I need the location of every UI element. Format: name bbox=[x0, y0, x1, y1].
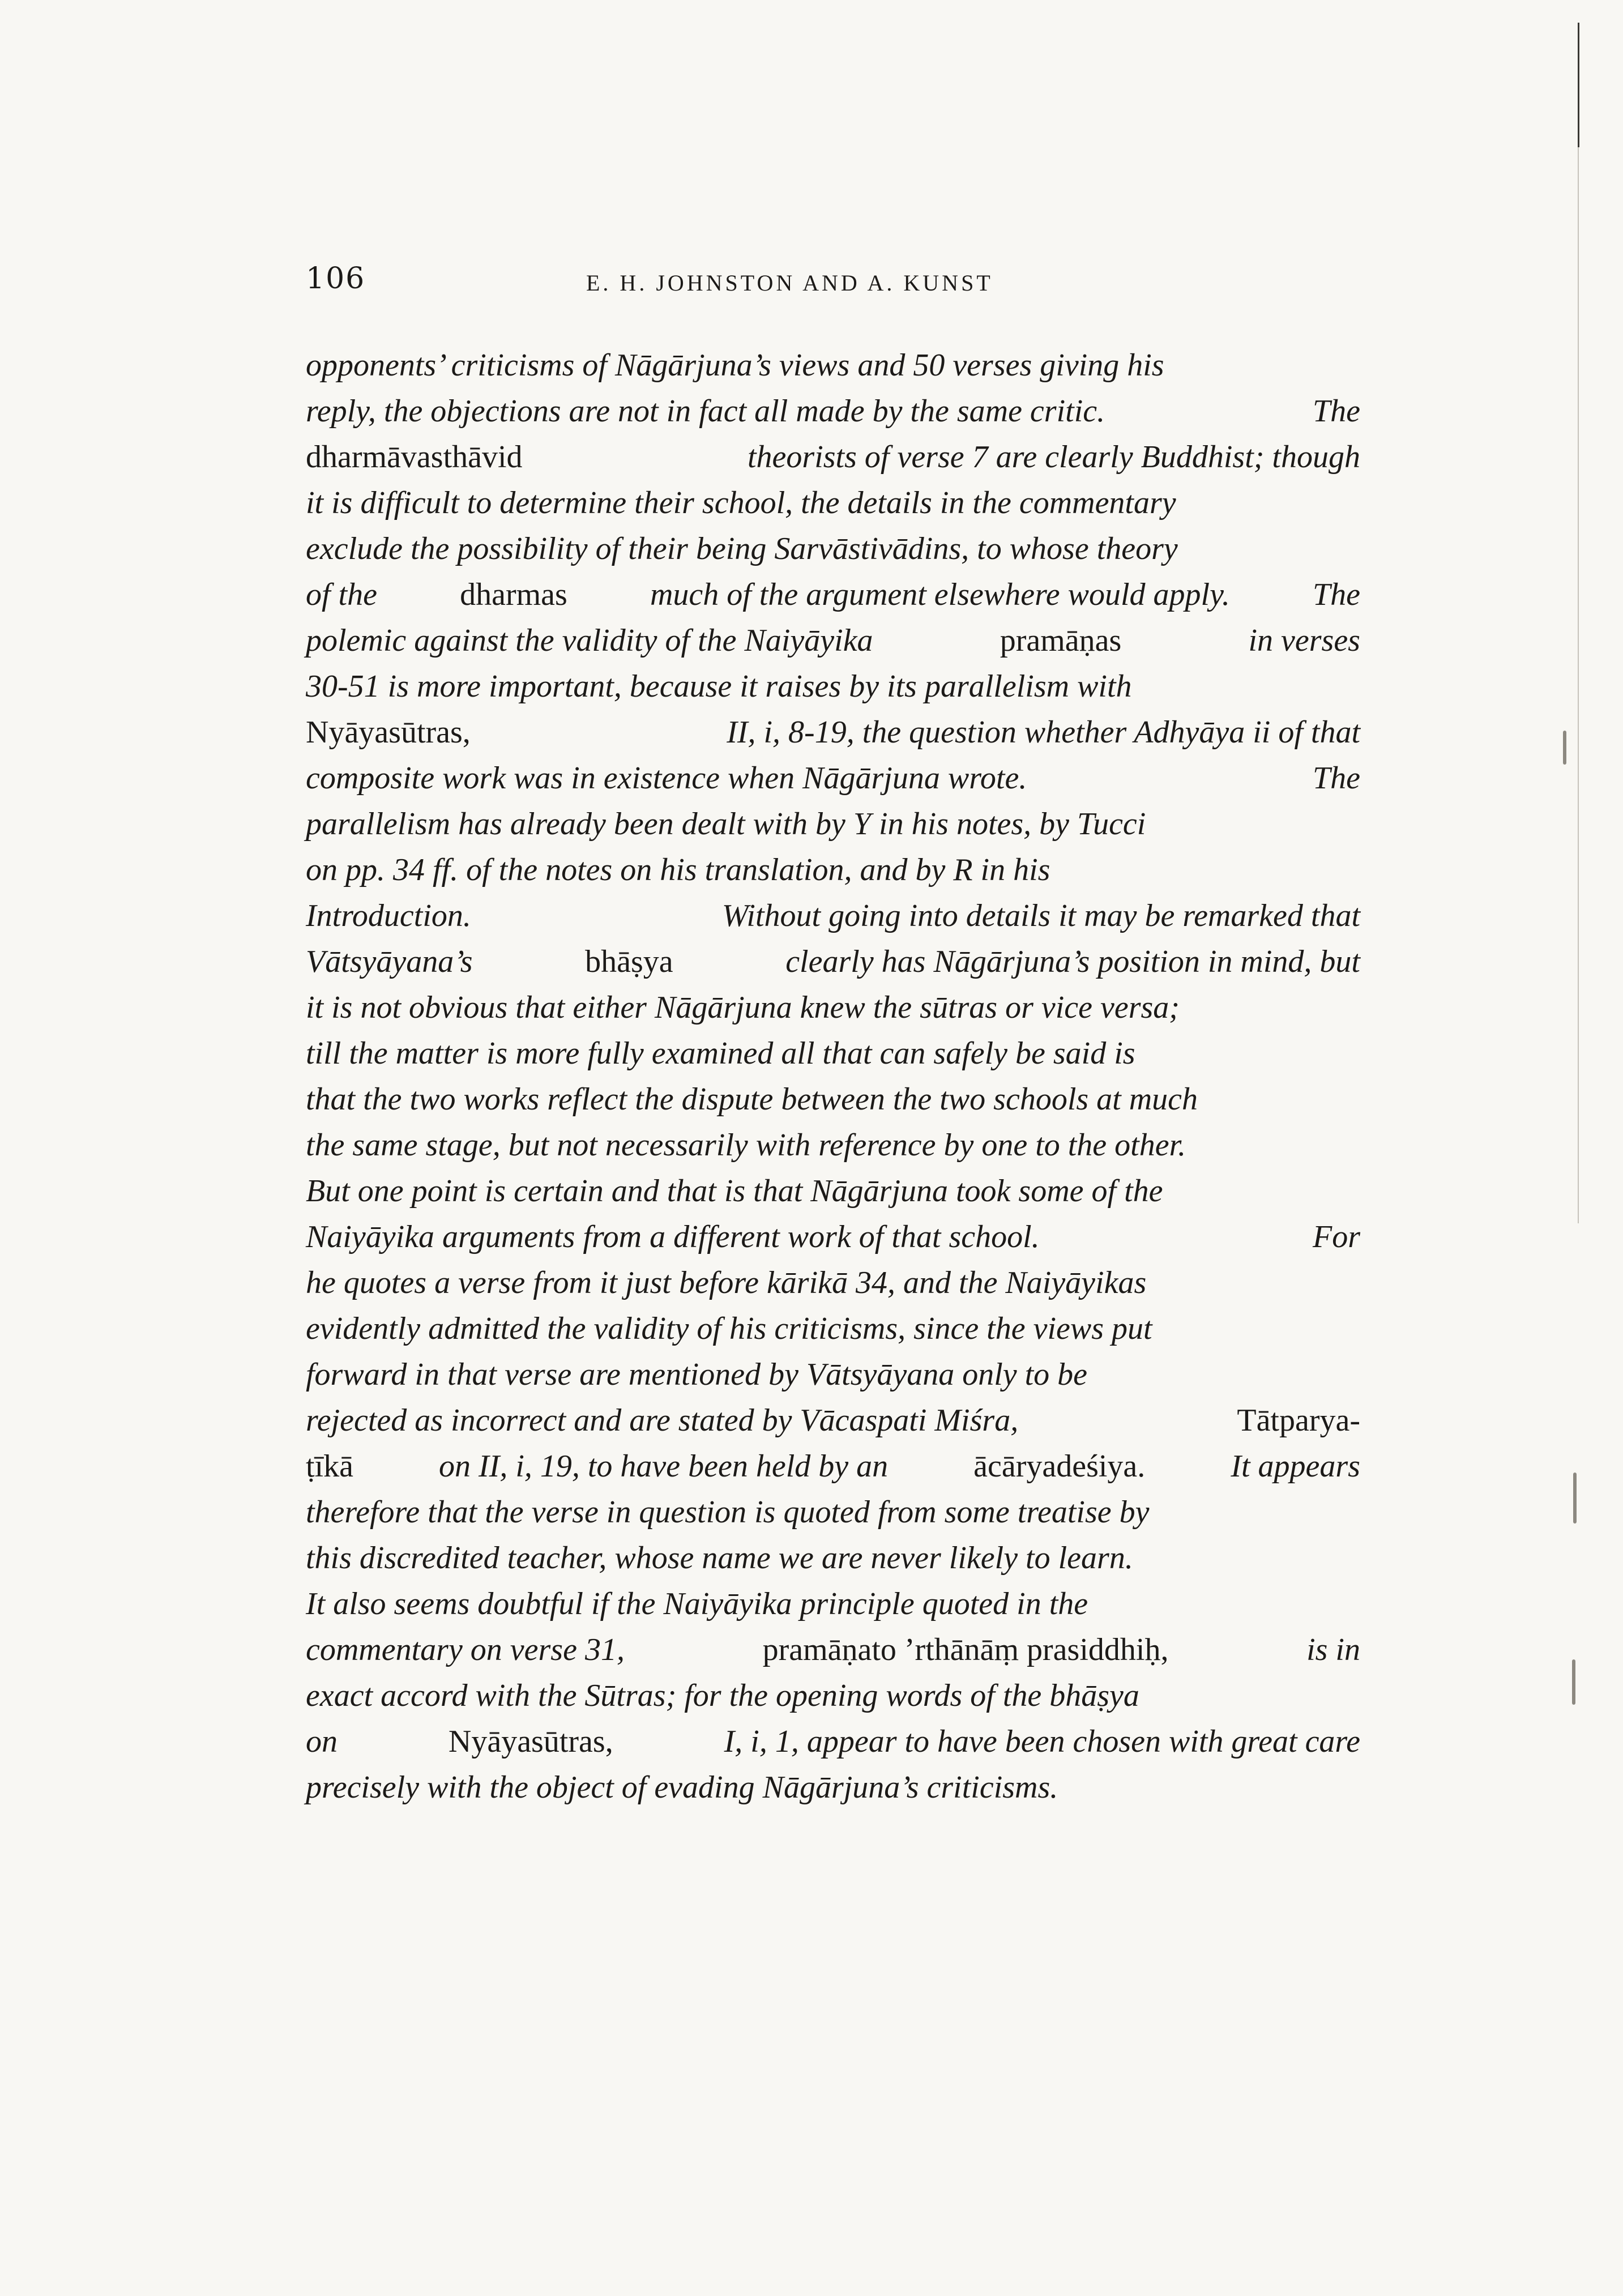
text-segment: that the two works reflect the dispute between the two schools at much bbox=[306, 1082, 1198, 1117]
text-line bbox=[306, 526, 1360, 572]
text-segment: It also seems doubtful if the Naiyāyika principle quoted in the bbox=[306, 1586, 1088, 1621]
text-segment: this discredited teacher, whose name we are never likely to learn. bbox=[306, 1540, 1133, 1576]
text-line bbox=[306, 1306, 1360, 1352]
text-segment: much of the argument elsewhere would apply. bbox=[650, 577, 1230, 612]
text-line bbox=[306, 847, 1360, 893]
text-segment: is in bbox=[1306, 1632, 1360, 1667]
text-segment: The bbox=[1313, 761, 1360, 796]
text-line bbox=[306, 1719, 1360, 1765]
text-segment: commentary on verse 31, bbox=[306, 1632, 625, 1667]
text-line bbox=[306, 343, 1360, 389]
roman-term: pramāṇato ’rthānāṃ prasiddhiḥ, bbox=[762, 1632, 1169, 1667]
text-segment: clearly has Nāgārjuna’s position in mind, but bbox=[785, 944, 1360, 979]
text-segment: till the matter is more fully examined all that can safely be said is bbox=[306, 1036, 1135, 1071]
text-segment: But one point is certain and that is that Nāgārjuna took some of the bbox=[306, 1173, 1163, 1209]
text-segment: Naiyāyika arguments from a different work of that school. bbox=[306, 1219, 1040, 1254]
page-header bbox=[306, 262, 1359, 313]
roman-term: Nyāyasūtras, bbox=[448, 1724, 613, 1759]
text-line bbox=[306, 985, 1360, 1031]
text-line bbox=[306, 1490, 1360, 1535]
text-line bbox=[306, 434, 1360, 480]
text-line bbox=[306, 756, 1360, 801]
text-segment: he quotes a verse from it just before kārikā 34, and the Naiyāyikas bbox=[306, 1265, 1147, 1300]
text-segment: on pp. 34 ff. of the notes on his translation, and by R in his bbox=[306, 852, 1050, 887]
text-segment: exact accord with the Sūtras; for the opening words of the bhāṣya bbox=[306, 1678, 1139, 1713]
text-segment: forward in that verse are mentioned by Vātsyāyana only to be bbox=[306, 1357, 1088, 1392]
page-edge-shadow bbox=[1578, 23, 1579, 147]
text-segment: The bbox=[1313, 394, 1360, 429]
text-line bbox=[306, 1398, 1360, 1444]
text-segment: it is difficult to determine their school, the details in the commentary bbox=[306, 485, 1176, 520]
text-segment: Vātsyāyana’s bbox=[306, 944, 473, 979]
text-segment: precisely with the object of evading Nāgārjuna’s criticisms. bbox=[306, 1770, 1058, 1805]
text-line bbox=[306, 1168, 1360, 1214]
roman-term: Tātparya- bbox=[1237, 1403, 1360, 1438]
text-line bbox=[306, 939, 1360, 985]
text-segment: Introduction. bbox=[306, 898, 471, 933]
text-segment: exclude the possibility of their being Sarvāstivādins, to whose theory bbox=[306, 531, 1178, 566]
running-title: E. H. JOHNSTON AND A. KUNST bbox=[586, 270, 993, 296]
text-line bbox=[306, 1581, 1360, 1627]
text-segment: 30-51 is more important, because it raises by its parallelism with bbox=[306, 669, 1132, 704]
text-line bbox=[306, 1673, 1360, 1719]
text-line bbox=[306, 618, 1360, 664]
text-line bbox=[306, 801, 1360, 847]
body-paragraph bbox=[306, 343, 1360, 1811]
text-segment: I, i, 1, appear to have been chosen with great care bbox=[724, 1724, 1360, 1759]
text-line bbox=[306, 664, 1360, 710]
text-line bbox=[306, 1444, 1360, 1490]
roman-term: bhāṣya bbox=[585, 944, 673, 979]
edge-smudge bbox=[1573, 1473, 1577, 1523]
text-line bbox=[306, 710, 1360, 756]
text-line bbox=[306, 1352, 1360, 1398]
text-line bbox=[306, 480, 1360, 526]
text-segment: opponents’ criticisms of Nāgārjuna’s views and 50 verses giving his bbox=[306, 348, 1164, 383]
text-segment: in verses bbox=[1248, 623, 1360, 658]
text-segment: composite work was in existence when Nāgārjuna wrote. bbox=[306, 761, 1027, 796]
text-line bbox=[306, 1214, 1360, 1260]
text-line bbox=[306, 572, 1360, 618]
text-segment: It appears bbox=[1231, 1449, 1360, 1484]
text-line bbox=[306, 1765, 1360, 1811]
roman-term: dharmāvasthāvid bbox=[306, 439, 523, 475]
edge-smudge bbox=[1563, 731, 1566, 765]
text-segment: polemic against the validity of the Naiyāyika bbox=[306, 623, 873, 658]
text-segment: Without going into details it may be remarked that bbox=[721, 898, 1360, 933]
text-segment: II, i, 8-19, the question whether Adhyāya ii of that bbox=[727, 715, 1360, 750]
text-segment: of the bbox=[306, 577, 377, 612]
roman-term: pramāṇas bbox=[1000, 623, 1122, 658]
text-segment: For bbox=[1313, 1219, 1360, 1254]
text-segment: theorists of verse 7 are clearly Buddhist; though bbox=[748, 439, 1360, 475]
text-segment: on II, i, 19, to have been held by an bbox=[439, 1449, 889, 1484]
roman-term: dharmas bbox=[460, 577, 567, 612]
text-segment: it is not obvious that either Nāgārjuna knew the sūtras or vice versa; bbox=[306, 990, 1180, 1025]
page-edge-line bbox=[1578, 147, 1579, 1223]
text-line bbox=[306, 1031, 1360, 1077]
text-line bbox=[306, 1627, 1360, 1673]
roman-term: ācāryadeśiya. bbox=[973, 1449, 1146, 1484]
text-segment: parallelism has already been dealt with by Y in his notes, by Tucci bbox=[306, 806, 1146, 842]
text-line bbox=[306, 1077, 1360, 1123]
text-line bbox=[306, 893, 1360, 939]
text-segment: the same stage, but not necessarily with reference by one to the other. bbox=[306, 1128, 1186, 1163]
page-number: 106 bbox=[306, 262, 366, 296]
text-segment: on bbox=[306, 1724, 338, 1759]
roman-term: ṭīkā bbox=[306, 1449, 353, 1484]
text-line bbox=[306, 1260, 1360, 1306]
text-segment: The bbox=[1313, 577, 1360, 612]
text-line bbox=[306, 389, 1360, 434]
text-segment: reply, the objections are not in fact all made by the same critic. bbox=[306, 394, 1105, 429]
text-segment: rejected as incorrect and are stated by Vācaspati Miśra, bbox=[306, 1403, 1019, 1438]
roman-term: Nyāyasūtras, bbox=[306, 715, 471, 750]
edge-smudge bbox=[1572, 1659, 1575, 1705]
text-segment: therefore that the verse in question is quoted from some treatise by bbox=[306, 1495, 1150, 1530]
text-segment: evidently admitted the validity of his criticisms, since the views put bbox=[306, 1311, 1152, 1346]
text-line bbox=[306, 1535, 1360, 1581]
text-line bbox=[306, 1123, 1360, 1168]
